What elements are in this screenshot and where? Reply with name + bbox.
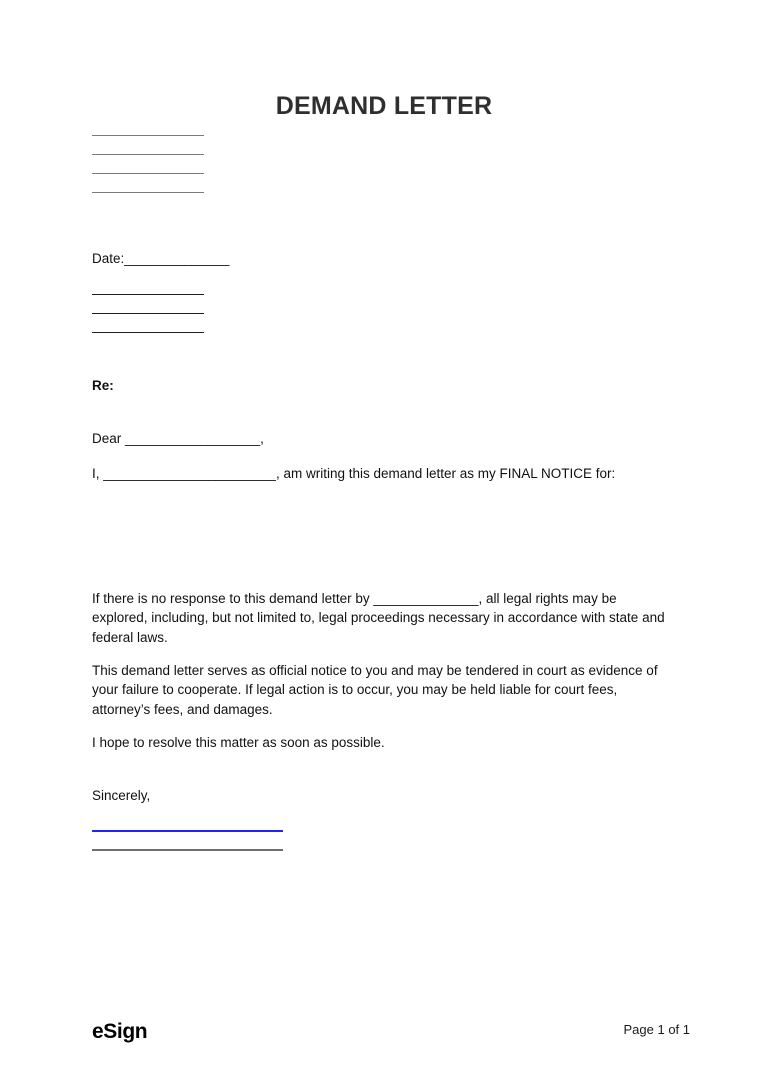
body-paragraph-2: This demand letter serves as official notice to you and may be tendered in court as evidence of your failure to cooperate. If legal action is to occur, you may be held liable for court fees, attorney’s fees, and damages. xyxy=(92,663,658,717)
sender-address-line-3[interactable] xyxy=(92,173,204,174)
page-number: Page 1 of 1 xyxy=(623,1022,690,1037)
date-label: Date: xyxy=(92,251,125,266)
date-field[interactable] xyxy=(92,249,229,268)
page-title: DEMAND LETTER xyxy=(275,92,493,120)
subject-label: Re: xyxy=(92,378,114,393)
printed-name-line[interactable] xyxy=(92,849,283,851)
signature-line[interactable] xyxy=(92,830,283,832)
date-blank[interactable]: ______________ xyxy=(124,251,230,266)
sender-address-line-1[interactable] xyxy=(92,135,204,136)
recipient-address-line-1[interactable] xyxy=(92,294,204,295)
closing-line: Sincerely, xyxy=(92,788,151,803)
sender-address-line-2[interactable] xyxy=(92,154,204,155)
esign-logo: eSign xyxy=(92,1020,148,1043)
recipient-address-line-2[interactable] xyxy=(92,313,204,314)
intro-paragraph[interactable]: I, _______________________, am writing this demand letter as my FINAL NOTICE for: xyxy=(92,466,616,481)
body-paragraph-1: If there is no response to this demand letter by ______________, all legal rights may be explored, including, but not limited to, legal proceedings necessary in accordance with state and federal laws. xyxy=(92,591,665,645)
salutation-line[interactable]: Dear __________________, xyxy=(92,431,264,446)
recipient-address-line-3[interactable] xyxy=(92,332,204,333)
body-paragraph-3: I hope to resolve this matter as soon as possible. xyxy=(92,735,385,750)
sender-address-line-4[interactable] xyxy=(92,192,204,193)
